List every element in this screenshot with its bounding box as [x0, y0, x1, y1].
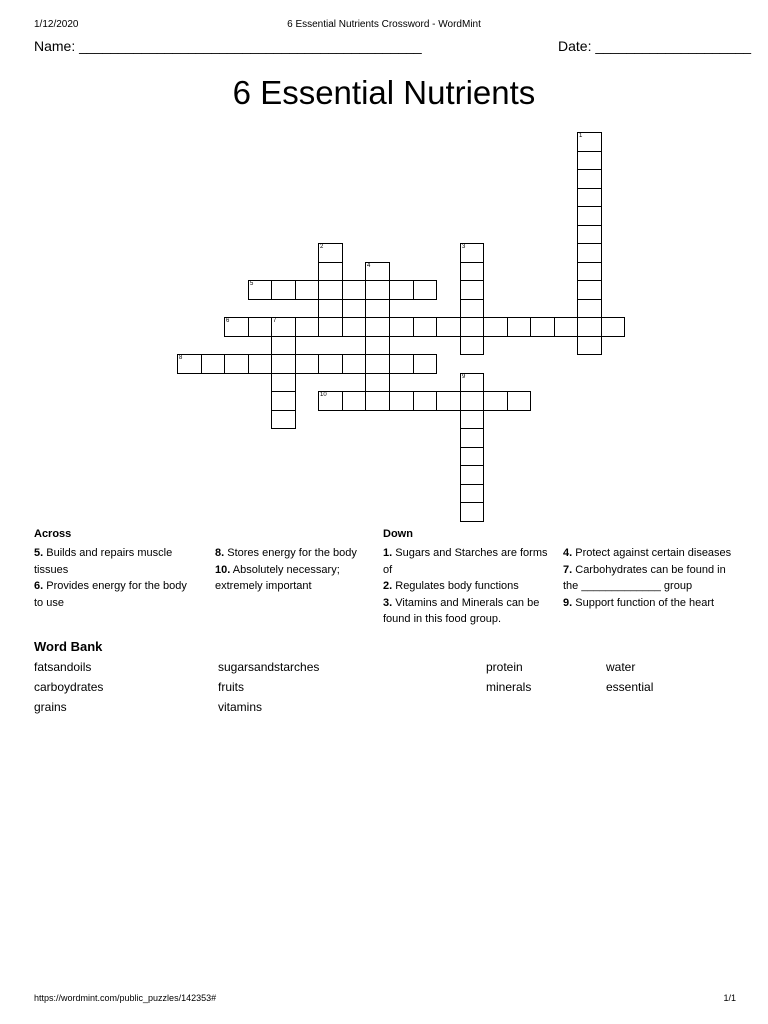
clue-across-5: 5. Builds and repairs muscle tissues [34, 547, 173, 576]
down-clues-col2 [563, 545, 735, 611]
down-clues-col1 [383, 545, 555, 628]
crossword-cell[interactable] [483, 391, 508, 411]
crossword-cell[interactable] [318, 243, 343, 263]
crossword-cell[interactable] [577, 299, 602, 318]
crossword-cell[interactable] [318, 299, 343, 318]
crossword-cell[interactable] [507, 317, 531, 337]
crossword-cell[interactable] [248, 354, 272, 374]
print-date: 1/12/2020 [34, 19, 79, 30]
crossword-cell[interactable] [577, 151, 602, 170]
crossword-cell[interactable] [224, 317, 249, 337]
clue-number: 1 [579, 133, 583, 139]
crossword-cell[interactable] [460, 317, 484, 337]
crossword-cell[interactable] [460, 410, 484, 429]
clue-across-8: 8. Stores energy for the body [215, 547, 357, 559]
clue-number: 7 [273, 318, 277, 324]
crossword-cell[interactable] [295, 280, 319, 300]
crossword-cell[interactable] [460, 447, 484, 466]
crossword-cell[interactable] [365, 317, 390, 337]
crossword-cell[interactable] [577, 206, 602, 226]
crossword-cell[interactable] [460, 243, 484, 263]
puzzle-title: 6 Essential Nutrients [232, 74, 536, 111]
crossword-cell[interactable] [577, 336, 602, 355]
down-heading: Down [383, 528, 413, 540]
crossword-cell[interactable] [271, 354, 296, 374]
crossword-cell[interactable] [318, 317, 343, 337]
crossword-cell[interactable] [413, 317, 437, 337]
crossword-cell[interactable] [365, 299, 390, 318]
crossword-cell[interactable] [295, 317, 319, 337]
clue-down-2: 2. Regulates body functions [383, 580, 519, 592]
crossword-cell[interactable] [554, 317, 578, 337]
name-field-line: Name: ____________________________________________ [34, 38, 422, 54]
crossword-cell[interactable] [318, 262, 343, 281]
crossword-cell[interactable] [483, 317, 508, 337]
crossword-cell[interactable] [365, 336, 390, 355]
crossword-cell[interactable] [413, 391, 437, 411]
clue-down-4: 4. Protect against certain diseases [563, 547, 732, 559]
crossword-cell[interactable] [389, 354, 414, 374]
word-bank-item: minerals [486, 680, 532, 694]
crossword-cell[interactable] [271, 373, 296, 392]
crossword-cell[interactable] [460, 373, 484, 392]
crossword-cell[interactable] [413, 354, 437, 374]
crossword-cell[interactable] [436, 391, 461, 411]
word-bank-item: fatsandoils [34, 660, 92, 674]
crossword-cell[interactable] [577, 132, 602, 152]
crossword-cell[interactable] [577, 169, 602, 189]
crossword-cell[interactable] [460, 262, 484, 281]
clue-number: 4 [367, 263, 371, 269]
crossword-cell[interactable] [365, 391, 390, 411]
crossword-cell[interactable] [342, 391, 366, 411]
page-number: 1/1 [723, 993, 736, 1003]
crossword-cell[interactable] [460, 299, 484, 318]
crossword-cell[interactable] [365, 354, 390, 374]
word-bank-title: Word Bank [34, 639, 103, 654]
crossword-cell[interactable] [530, 317, 555, 337]
date-field-line: Date: ____________________ [558, 38, 752, 54]
crossword-cell[interactable] [577, 188, 602, 207]
crossword-cell[interactable] [318, 354, 343, 374]
across-clues-col1 [34, 545, 199, 611]
crossword-cell[interactable] [342, 354, 366, 374]
crossword-cell[interactable] [460, 484, 484, 503]
crossword-cell[interactable] [577, 243, 602, 263]
crossword-cell[interactable] [460, 502, 484, 522]
crossword-cell[interactable] [436, 317, 461, 337]
clue-down-9: 9. Support function of the heart [563, 596, 715, 609]
crossword-cell[interactable] [318, 391, 343, 411]
clue-down-1: 1. Sugars and Starches are forms of [383, 547, 548, 576]
crossword-cell[interactable] [271, 317, 296, 337]
document-title: 6 Essential Nutrients Crossword - WordMint [287, 19, 481, 30]
clue-number: 3 [462, 244, 466, 250]
crossword-cell[interactable] [224, 354, 249, 374]
crossword-cell[interactable] [507, 391, 531, 411]
clue-number: 2 [320, 244, 324, 250]
clue-across-10: 10. Absolutely necessary; extremely important [215, 563, 340, 592]
word-bank-item: grains [34, 700, 67, 714]
crossword-cell[interactable] [365, 280, 390, 300]
crossword-cell[interactable] [460, 280, 484, 300]
clue-down-7: 7. Carbohydrates can be found in the _____________ group [563, 563, 726, 592]
crossword-cell[interactable] [577, 225, 602, 244]
clue-across-6: 6. Provides energy for the body to use [34, 580, 187, 609]
crossword-cell[interactable] [460, 336, 484, 355]
crossword-cell[interactable] [201, 354, 225, 374]
clue-number: 10 [320, 392, 327, 398]
crossword-cell[interactable] [389, 280, 414, 300]
across-heading: Across [34, 528, 72, 540]
clue-number: 5 [250, 281, 254, 287]
word-bank-item: fruits [218, 680, 245, 694]
crossword-cell[interactable] [577, 262, 602, 281]
crossword-cell[interactable] [177, 354, 202, 374]
crossword-cell[interactable] [577, 317, 602, 337]
crossword-cell[interactable] [460, 465, 484, 485]
crossword-cell[interactable] [248, 317, 272, 337]
word-bank-item: vitamins [218, 700, 263, 714]
crossword-cell[interactable] [365, 373, 390, 392]
crossword-cell[interactable] [342, 317, 366, 337]
word-bank-item: protein [486, 660, 523, 674]
crossword-cell[interactable] [318, 280, 343, 300]
clue-number: 8 [179, 355, 183, 361]
crossword-cell[interactable] [295, 354, 319, 374]
crossword-cell[interactable] [342, 280, 366, 300]
crossword-cell[interactable] [365, 262, 390, 281]
crossword-cell[interactable] [601, 317, 625, 337]
word-bank-item: essential [606, 680, 654, 694]
clue-down-3: 3. Vitamins and Minerals can be found in this food group. [383, 596, 540, 625]
crossword-cell[interactable] [389, 317, 414, 337]
crossword-cell[interactable] [271, 391, 296, 411]
crossword-cell[interactable] [460, 428, 484, 448]
word-bank-item: carboydrates [34, 680, 104, 694]
crossword-cell[interactable] [460, 391, 484, 411]
crossword-cell[interactable] [389, 391, 414, 411]
crossword-cell[interactable] [248, 280, 272, 300]
word-bank-item: sugarsandstarches [218, 660, 320, 674]
crossword-cell[interactable] [577, 280, 602, 300]
clue-number: 9 [462, 374, 466, 380]
clue-number: 6 [226, 318, 230, 324]
crossword-cell[interactable] [271, 280, 296, 300]
across-clues-col2 [215, 545, 375, 595]
crossword-cell[interactable] [413, 280, 437, 300]
footer-url: https://wordmint.com/public_puzzles/142353# [34, 993, 217, 1003]
crossword-cell[interactable] [271, 336, 296, 355]
crossword-cell[interactable] [271, 410, 296, 429]
word-bank-item: water [606, 660, 636, 674]
